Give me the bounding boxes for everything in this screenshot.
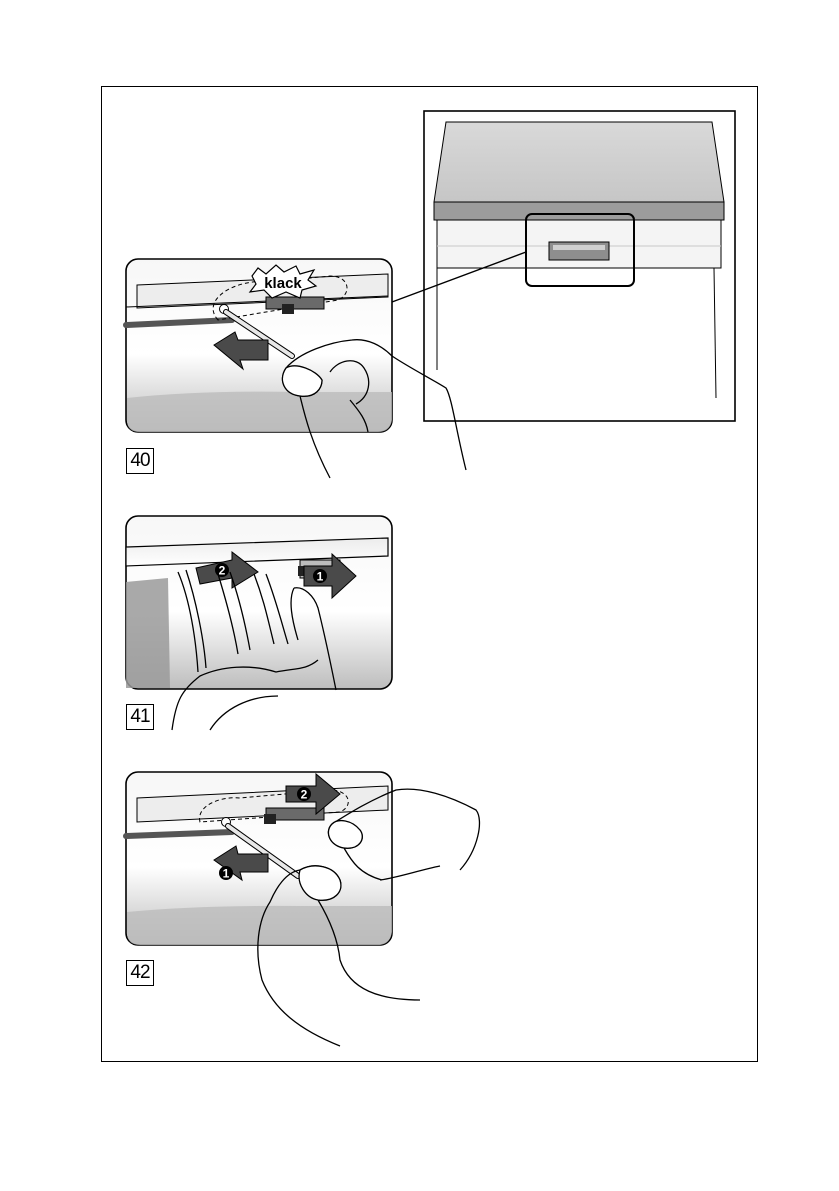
figure-42: [126, 772, 479, 1046]
figure-42-label: 42: [126, 960, 154, 986]
figure-40: [126, 259, 466, 478]
figure-41-label: 41: [126, 704, 154, 730]
step-badge-1-fig42-text: 1: [222, 866, 230, 881]
klack-callout-text: klack: [264, 275, 302, 292]
step-badge-2-text: 2: [218, 563, 226, 578]
cabinet-overview: [392, 111, 735, 421]
cabinet-top: [434, 122, 724, 202]
step-badge-1-text: 1: [316, 569, 324, 584]
step-badge-2-fig42-text: 2: [300, 787, 308, 802]
figure-40-label: 40: [126, 448, 154, 474]
latch-slot: [549, 242, 609, 260]
cabinet-worktop-edge: [434, 202, 724, 220]
figure-41: [126, 516, 392, 730]
